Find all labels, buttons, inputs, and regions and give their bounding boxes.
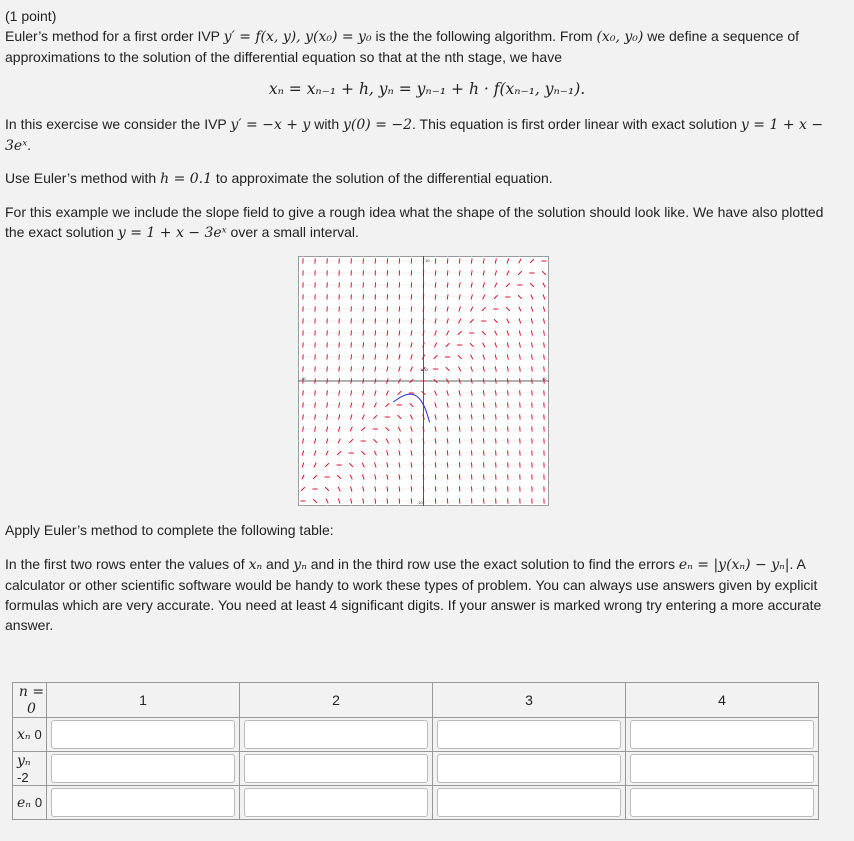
e4-input[interactable] <box>630 788 814 817</box>
slope-tick <box>423 486 424 491</box>
slope-tick <box>339 342 340 347</box>
slope-tick <box>471 450 472 455</box>
slope-tick <box>399 282 400 287</box>
slope-tick <box>496 426 497 431</box>
slope-tick <box>387 318 388 323</box>
slope-tick <box>459 438 460 443</box>
slope-tick <box>315 378 316 383</box>
x2-input[interactable] <box>244 720 428 749</box>
slope-field-paragraph: For this example we include the slope field to give a rough idea what the shape of the solution should look like. We have also plotted the exact solution y = 1 + x − 3eˣ over a small interval. <box>5 204 824 241</box>
slope-tick <box>471 426 472 431</box>
slope-tick <box>351 354 352 359</box>
slope-tick <box>544 366 545 371</box>
slope-tick <box>339 366 340 371</box>
n-label: n = 0 <box>13 683 47 718</box>
slope-tick <box>532 390 533 395</box>
column-4: 4 <box>626 683 819 718</box>
slope-tick <box>387 294 388 299</box>
slope-tick <box>544 354 545 359</box>
slope-tick <box>423 270 424 275</box>
slope-tick <box>435 486 436 491</box>
slope-tick <box>447 474 448 479</box>
x0-value: 0 <box>34 727 42 742</box>
slope-tick <box>483 438 484 443</box>
slope-tick <box>315 390 316 395</box>
slope-tick <box>495 402 496 407</box>
x-max-label: 10 <box>542 376 547 381</box>
slope-tick <box>375 306 376 311</box>
y0-value: -2 <box>17 770 29 785</box>
slope-tick <box>423 498 424 503</box>
e3-input[interactable] <box>437 788 621 817</box>
slope-tick <box>520 390 521 395</box>
table-row-x <box>13 718 819 752</box>
slope-tick <box>375 330 376 335</box>
slope-tick <box>411 486 412 491</box>
slope-tick <box>351 330 352 335</box>
step-size-paragraph: Use Euler’s method with h = 0.1 to approximate the solution of the differential equation. <box>5 170 553 187</box>
slope-tick <box>508 390 509 395</box>
euler-formula: xₙ = xₙ₋₁ + h, yₙ = yₙ₋₁ + h · f(xₙ₋₁, yₙ₋₁). <box>268 80 586 98</box>
slope-tick <box>327 354 328 359</box>
slope-tick <box>411 498 412 503</box>
slope-tick <box>435 462 436 467</box>
problem-points: (1 point) <box>5 8 57 24</box>
y3-input[interactable] <box>437 754 621 783</box>
e2-input[interactable] <box>244 788 428 817</box>
euler-table <box>12 682 819 820</box>
slope-tick <box>351 342 352 347</box>
apply-instruction: Apply Euler’s method to complete the following table: <box>5 522 334 538</box>
slope-tick <box>411 294 412 299</box>
slope-field-plot <box>298 256 549 506</box>
slope-tick <box>327 378 328 383</box>
slope-tick <box>303 402 304 407</box>
x4-input[interactable] <box>630 720 814 749</box>
table-header-row <box>13 683 819 718</box>
slope-tick <box>411 270 412 275</box>
slope-tick <box>447 450 448 455</box>
slope-tick <box>520 378 521 383</box>
slope-tick <box>303 390 304 395</box>
slope-tick <box>363 318 364 323</box>
slope-tick <box>363 342 364 347</box>
y-row-label: yₙ -2 <box>13 752 47 786</box>
slope-tick <box>327 366 328 371</box>
slope-tick <box>483 414 484 419</box>
slope-tick <box>508 414 509 419</box>
slope-tick <box>399 306 400 311</box>
column-3: 3 <box>433 683 626 718</box>
slope-tick <box>399 294 400 299</box>
e-row-label: eₙ 0 <box>13 786 47 820</box>
slope-tick <box>315 366 316 371</box>
slope-tick <box>496 414 497 419</box>
slope-tick <box>447 258 448 263</box>
y2-input[interactable] <box>244 754 428 783</box>
slope-tick <box>459 462 460 467</box>
slope-tick <box>508 402 509 407</box>
slope-tick <box>471 438 472 443</box>
unit-label: 1.00 <box>420 367 428 372</box>
x-row-label: xₙ 0 <box>13 718 47 752</box>
x3-input[interactable] <box>437 720 621 749</box>
table-row-y <box>13 752 819 786</box>
slope-tick <box>459 450 460 455</box>
slope-tick <box>339 354 340 359</box>
ivp-paragraph: In this exercise we consider the IVP y′ = −x + y with y(0) = −2. This equation is first order linear with exact solution y = 1 + x − 3eˣ. <box>5 116 824 154</box>
slope-tick <box>423 258 424 263</box>
slope-tick <box>532 378 533 383</box>
slope-tick <box>435 474 436 479</box>
table-row-e <box>13 786 819 820</box>
slope-tick <box>532 366 533 371</box>
slope-tick <box>423 474 424 479</box>
y1-input[interactable] <box>51 754 235 783</box>
slope-tick <box>435 270 436 275</box>
column-1: 1 <box>47 683 240 718</box>
y-min-label: -10 <box>417 500 423 505</box>
column-2: 2 <box>240 683 433 718</box>
slope-tick <box>363 330 364 335</box>
slope-tick <box>387 306 388 311</box>
slope-tick <box>411 282 412 287</box>
slope-tick <box>435 258 436 263</box>
y4-input[interactable] <box>630 754 814 783</box>
slope-tick <box>520 402 521 407</box>
x1-input[interactable] <box>51 720 235 749</box>
intro-paragraph: Euler’s method for a first order IVP y′ = f(x, y), y(x₀) = y₀ is the the following algorithm. From (x₀, y₀) we define a sequence of approximations to the solution of the differential equation so that at the nth stage, we have <box>5 28 799 65</box>
slope-tick <box>423 282 424 287</box>
slope-tick <box>483 426 484 431</box>
table-instructions: In the first two rows enter the values of xₙ and yₙ and in the third row use the exact solution to find the errors eₙ = |y(xₙ) − yₙ|. A calculator or other scientific software would be handy to work these types of problem. You can always use answers given by explicit formulas which are very accurate. You need at least 4 significant digits. If your answer is marked wrong try entering a more accurate answer. <box>5 556 822 633</box>
e1-input[interactable] <box>51 788 235 817</box>
y-max-label: 10 <box>425 258 430 263</box>
x-min-label: -10 <box>300 376 306 381</box>
slope-tick <box>447 462 448 467</box>
slope-tick <box>375 318 376 323</box>
e0-value: 0 <box>34 795 43 810</box>
slope-tick <box>399 498 400 503</box>
